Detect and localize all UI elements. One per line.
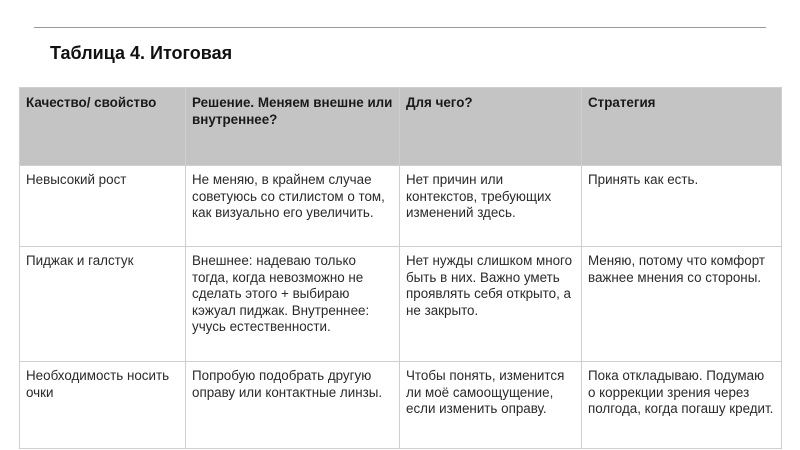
cell-quality: Невысокий рост: [20, 166, 186, 247]
slide-title: Таблица 4. Итоговая: [50, 43, 233, 63]
table-header-row: [20, 88, 782, 166]
header-quality: Качество/ свойство: [20, 88, 186, 166]
header-decision: Решение. Меняем внешне или внутреннее?: [186, 88, 400, 166]
cell-decision: Попробую подобрать другую оправу или контактные линзы.: [186, 362, 400, 449]
header-purpose: Для чего?: [400, 88, 582, 166]
table-row: [20, 362, 782, 449]
cell-strategy: Пока откладываю. Подумаю о коррекции зрения через полгода, когда погашу кредит.: [582, 362, 782, 449]
cell-strategy: Меняю, потому что комфорт важнее мнения со стороны.: [582, 247, 782, 362]
header-strategy: Стратегия: [582, 88, 782, 166]
cell-decision: Внешнее: надеваю только тогда, когда невозможно не сделать этого + выбираю кэжуал пиджак. Внутреннее: учусь естественности.: [186, 247, 400, 362]
cell-purpose: Нет причин или контекстов, требующих изменений здесь.: [400, 166, 582, 247]
cell-purpose: Нет нужды слишком много быть в них. Важно уметь проявлять себя открыто, а не закрыто.: [400, 247, 582, 362]
cell-strategy: Принять как есть.: [582, 166, 782, 247]
table-row: [20, 247, 782, 362]
top-divider: [34, 27, 766, 28]
cell-quality: Необходимость носить очки: [20, 362, 186, 449]
cell-decision: Не меняю, в крайнем случае советуюсь со стилистом о том, как визуально его увеличить.: [186, 166, 400, 247]
summary-table: [19, 87, 782, 449]
cell-quality: Пиджак и галстук: [20, 247, 186, 362]
table-row: [20, 166, 782, 247]
cell-purpose: Чтобы понять, изменится ли моё самоощущение, если изменить оправу.: [400, 362, 582, 449]
